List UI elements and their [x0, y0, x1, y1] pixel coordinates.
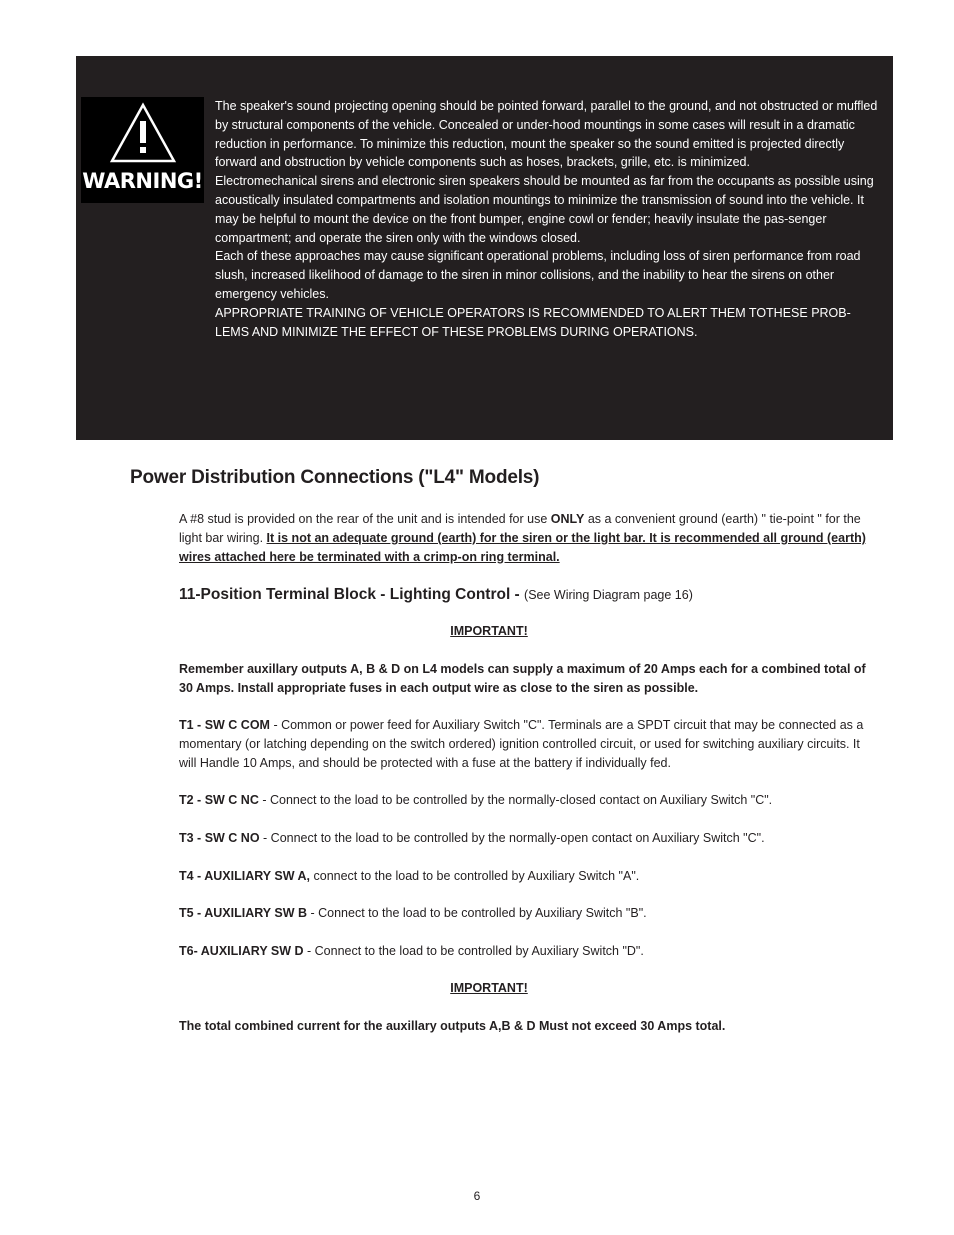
terminal-desc: - Connect to the load to be controlled by the normally-closed contact on Auxiliary Switch "C". — [258, 793, 773, 808]
section-title: Power Distribution Connections ("L4" Models) — [130, 467, 540, 488]
stud-only: ONLY — [550, 512, 585, 526]
terminal-t2 — [179, 791, 879, 810]
terminal-t6 — [179, 942, 879, 961]
terminal-desc: - Connect to the load to be controlled by Auxiliary Switch "B". — [307, 906, 647, 921]
warning-paragraph: The speaker's sound projecting opening should be pointed forward, parallel to the ground, and not obstructed or muffled by structural components of the vehicle. Concealed or under-hood mountings in some cases will result in a dramatic reduction in performance. To minimize this reduction, mount the speaker so the sound emitted is projected directly forward and obstruction by vehicle components such as hoses, brackets, grille, etc. is minimized. — [215, 99, 878, 170]
stud-text-1: A #8 stud is provided on the rear of the unit and is intended for use — [179, 512, 551, 526]
terminal-label: T2 - SW C NC — [179, 793, 259, 808]
important-label: IMPORTANT! — [450, 981, 528, 996]
terminal-block-title: 11-Position Terminal Block - Lighting Control - — [179, 586, 525, 604]
warning-paragraph: Each of these approaches may cause significant operational problems, including loss of siren performance from road slush, increased likelihood of damage to the siren in minor collisions, and the inability to hear the sirens on other emergency vehicles. — [215, 249, 861, 301]
warning-paragraph: APPROPRIATE TRAINING OF VEHICLE OPERATORS IS RECOMMENDED TO ALERT THEM TOTHESE PROB-LEMS AND MINIMIZE THE EFFECT OF THESE PROBLEMS DURING OPERATIONS. — [215, 305, 851, 339]
terminal-label: T3 - SW C NO — [179, 830, 260, 845]
terminal-desc: connect to the load to be controlled by Auxiliary Switch "A". — [310, 868, 640, 883]
warning-box — [76, 56, 893, 440]
important-label: IMPORTANT! — [450, 624, 528, 639]
stud-paragraph — [179, 510, 879, 566]
terminal-block-heading — [179, 585, 879, 605]
important-note: Remember auxillary outputs A, B & D on L4 models can supply a maximum of 20 Amps each for a combined total of 30 Amps. Install appropriate fuses in each output wire as close to the siren as possible. — [179, 661, 866, 695]
warning-label: WARNING! — [82, 169, 203, 193]
stud-text-2: as a convenient ground (earth) " tie-point " for the light bar wiring. — [179, 512, 861, 545]
terminal-label: T6- AUXILIARY SW D — [179, 943, 304, 958]
warning-paragraph: Electromechanical sirens and electronic siren speakers should be mounted as far from the occupants as possible using acoustically insulated compartments and isolation mountings to minimize the transmission of sound into the vehicle. It may be helpful to mount the device on the front bumper, engine cowl or fender; heavily insulate the pas-senger compartment; and operate the siren only with the windows closed. — [215, 174, 874, 245]
warning-badge — [81, 97, 204, 203]
warning-text — [215, 97, 880, 341]
page-number: 6 — [473, 1189, 481, 1203]
terminal-t4 — [179, 867, 879, 886]
stud-warning-underlined: It is not an adequate ground (earth) for the siren or the light bar. It is recommended all ground (earth) wires attached here be terminated with a crimp-on ring terminal. — [179, 530, 866, 564]
wiring-diagram-note: (See Wiring Diagram page 16) — [524, 588, 693, 603]
warning-triangle-icon — [108, 101, 178, 165]
terminal-t1 — [179, 716, 879, 772]
terminal-t5 — [179, 904, 879, 923]
terminal-t3 — [179, 829, 879, 848]
terminal-desc: - Common or power feed for Auxiliary Switch "C". Terminals are a SPDT circuit that may be connected as a momentary (or latching depending on the switch ordered) ignition controlled circuit, or used for switching auxiliary circuits. It will Handle 10 Amps, and should be protected with a fuse at the battery if individually fed. — [179, 718, 864, 770]
terminal-desc: - Connect to the load to be controlled by the normally-open contact on Auxiliary Switch "C". — [259, 830, 765, 845]
terminal-label: T5 - AUXILIARY SW B — [179, 906, 308, 921]
important-note: The total combined current for the auxillary outputs A,B & D Must not exceed 30 Amps total. — [179, 1018, 726, 1033]
main-content — [179, 510, 879, 1036]
terminal-desc: - Connect to the load to be controlled by Auxiliary Switch "D". — [303, 943, 644, 958]
terminal-label: T1 - SW C COM — [179, 718, 270, 733]
terminal-label: T4 - AUXILIARY SW A, — [179, 868, 311, 883]
